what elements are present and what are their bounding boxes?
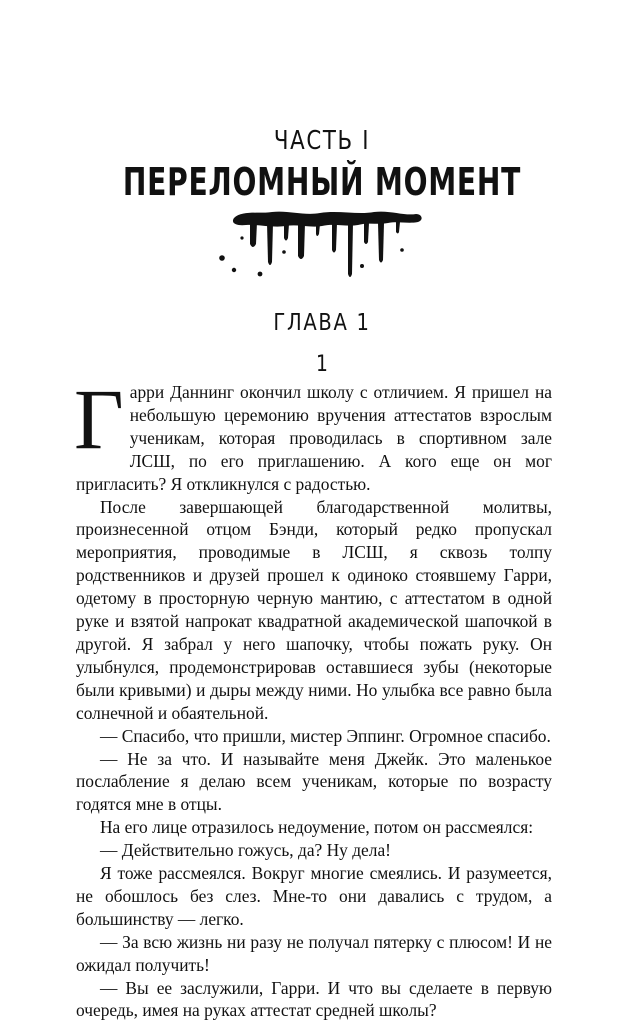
paragraph: — За всю жизнь ни разу не получал пятерку с плюсом! И не ожидал получить! (76, 931, 552, 975)
paragraph: — Вы ее заслужили, Гарри. И что вы сделаете в первую очередь, имея на руках аттестат средней школы? (76, 977, 552, 1021)
paragraph: — Действительно гожусь, да? Ну дела! (100, 840, 391, 861)
drop-cap: Г (74, 371, 124, 467)
paragraph: — Спасибо, что пришли, мистер Эппинг. Огромное спасибо. (100, 725, 551, 746)
paragraph (74, 371, 552, 496)
paragraph: На его лице отразилось недоумение, потом он рассмеялся: (100, 817, 534, 838)
part-title: ПЕРЕЛОМНЫЙ МОМЕНТ (122, 160, 522, 204)
body-text (74, 371, 552, 1022)
paragraph-text: арри Даннинг окончил школу с отличием. Я пришел на небольшую церемонию вручения аттестатов взрослым ученикам, которая проводилась в спортивном зале ЛСШ, по его приглашению. А кого еще он мог пригласить? Я откликнулся с радостью. (76, 382, 552, 494)
paragraph: После завершающей благодарственной молитвы, произнесенной отцом Бэнди, который редко пропускал мероприятия, проводимые в ЛСШ, я сквозь толпу родственников и друзей прошел к одиноко стоявшему Гарри, одетому в просторную черную мантию, с аттестатом в одной руке и взятой напрокат квадратной академической шапочкой в другой. Я забрал у него шапочку, чтобы пожать руку. Он улыбнулся, продемонстрировав оставшиеся зубы (некоторые были кривыми) и дыры между ними. Но улыбка все равно была солнечной и обаятельной. (76, 496, 552, 723)
ink-drip-ornament-icon (212, 204, 432, 286)
section-number: 1 (316, 352, 328, 377)
paragraph: Я тоже рассмеялся. Вокруг многие смеялись. И разумеется, не обошлось без слез. Мне-то они давались с трудом, а большинству — легко. (76, 863, 552, 929)
part-label: ЧАСТЬ I (273, 126, 371, 156)
paragraph: — Не за что. И называйте меня Джейк. Это маленькое послабление я делаю всем ученикам, которые по возрасту годятся мне в отцы. (76, 748, 552, 815)
chapter-title: ГЛАВА 1 (273, 310, 371, 336)
